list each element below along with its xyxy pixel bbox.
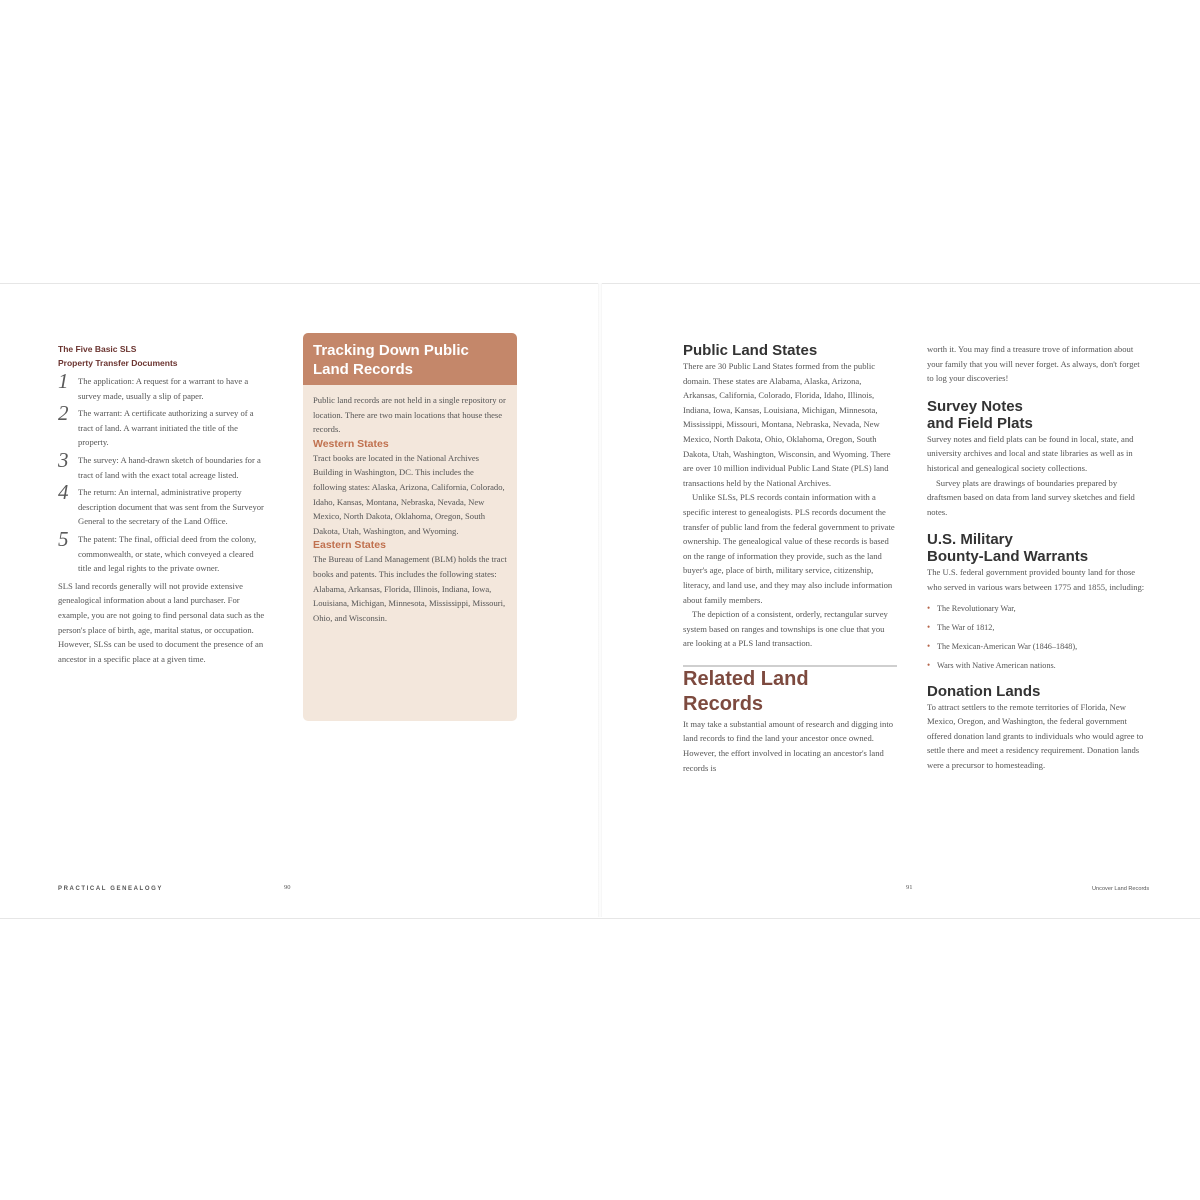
list-item: • The War of 1812,: [927, 622, 1145, 633]
public-land-paragraph-2: Unlike SLSs, PLS records contain information with a specific interest to genealogists. PLS records document the transfer of public land from the federal government to private ownership. The genealogical value of these records is based on the range of information they provide, such as the land buyer's age, place of birth, military service, citizenship, literacy, and land use, and they may also include information about family members.: [683, 492, 895, 605]
documents-heading-line2: Property Transfer Documents: [58, 358, 178, 368]
related-heading-line1: Related Land: [683, 667, 809, 690]
document-item: [58, 526, 268, 576]
sls-closing-paragraph: SLS land records generally will not provide extensive genealogical information about a land purchaser. For example, you are not going to find personal data such as the person's place of birth, age, marital status, or occupation. However, SLSs can be used to document the presence of an ancestor in a specific place at a given time.: [58, 580, 265, 664]
survey-paragraph-2: Survey plats are drawings of boundaries prepared by draftsmen based on data from land survey sketches and field notes.: [927, 477, 1135, 517]
military-warrants-heading: [927, 531, 1145, 565]
sidebar-title-line1: Tracking Down Public: [313, 342, 469, 359]
sidebar-box-body: [303, 385, 517, 625]
sidebar-title-line2: Land Records: [313, 361, 414, 378]
document-text: The return: An internal, administrative property description document that was sent from the Surveyor General to the secretary of the Land Office.: [78, 487, 264, 527]
right-column-2: [927, 342, 1145, 773]
continued-paragraph: worth it. You may find a treasure trove of information about your family that you will never forget. As always, don't forget to log your discoveries!: [927, 344, 1140, 384]
list-item: • The Mexican-American War (1846–1848),: [927, 641, 1145, 652]
document-number: 4: [58, 480, 69, 505]
donation-lands-heading: Donation Lands: [927, 682, 1041, 700]
document-number: 5: [58, 526, 69, 551]
survey-heading-line2: and Field Plats: [927, 414, 1033, 432]
document-item: [58, 480, 268, 529]
right-footer-label: Uncover Land Records: [1092, 886, 1150, 892]
document-text: The application: A request for a warrant to have a survey made, usually a slip of paper.: [78, 376, 249, 401]
eastern-states-text: The Bureau of Land Management (BLM) holds the tract books and patents. This includes the following states: Alabama, Arkansas, Florida, Illinois, Indiana, Iowa, Louisiana, Michigan, Minnesota, Mississippi, Missouri, Ohio, and Wisconsin.: [313, 554, 507, 623]
documents-column: [58, 342, 268, 666]
documents-heading-line1: The Five Basic SLS: [58, 344, 137, 354]
left-footer-label: PRACTICAL GENEALOGY: [58, 886, 163, 892]
document-item: [58, 369, 268, 403]
western-states-text: Tract books are located in the National Archives Building in Washington, DC. This includes the following states: Alaska, Arizona, California, Colorado, Idaho, Kansas, Montana, Nebraska, Nevada, New Mexico, North Dakota, Oklahoma, Oregon, South Dakota, Utah, Washington, and Wyoming.: [313, 452, 505, 536]
survey-paragraph-1: Survey notes and field plats can be found in local, state, and university archives and local and state libraries as well as in historical and genealogical society collections.: [927, 433, 1134, 473]
document-text: The warrant: A certificate authorizing a survey of a tract of land. A warrant initiated the title of the property.: [78, 408, 254, 448]
public-land-heading: Public Land States: [683, 342, 818, 359]
eastern-states-heading: Eastern States: [313, 539, 386, 552]
book-gutter: [598, 283, 602, 917]
list-item: • The Revolutionary War,: [927, 603, 1145, 614]
western-states-heading: Western States: [313, 437, 389, 450]
document-number: 3: [58, 447, 69, 472]
related-land-paragraph: It may take a substantial amount of research and digging into land records to find the land your ancestor once owned. However, the effort involved in locating an ancestor's land records is: [683, 718, 894, 773]
survey-notes-heading: [927, 398, 1145, 432]
document-item: [58, 447, 268, 482]
public-land-paragraph-1: There are 30 Public Land States formed from the public domain. These states are Alabama, Alaska, Arizona, Arkansas, California, Colorado, Florida, Idaho, Illinois, Indiana, Iowa, Kansas, Louisiana, Michigan, Minnesota, Mississippi, Missouri, Montana, Nebraska, Nevada, New Mexico, North Dakota, Ohio, Oklahoma, Oregon, South Dakota, Utah, Washington, Wisconsin, and Wyoming. There are over 10 million individual Public Land State (PLS) land transactions held by the National Archives.: [683, 361, 891, 488]
military-heading-line1: U.S. Military: [927, 531, 1013, 549]
document-text: The patent: The final, official deed from the colony, commonwealth, or state, which conveyed a cleared title and legal rights to the private owner.: [78, 533, 257, 574]
right-page-number: 91: [906, 884, 913, 891]
documents-heading: [58, 342, 268, 370]
related-land-heading: [683, 667, 897, 717]
survey-heading-line1: Survey Notes: [927, 397, 1023, 415]
public-land-paragraph-3: The depiction of a consistent, orderly, rectangular survey system based on ranges and townships is one clue that you are looking at a PLS land transaction.: [683, 609, 888, 649]
military-heading-line2: Bounty-Land Warrants: [927, 548, 1089, 566]
wars-list: [927, 603, 1145, 671]
document-number: 1: [58, 369, 69, 393]
document-number: 2: [58, 401, 69, 426]
sidebar-box-header: [303, 333, 517, 385]
sidebar-intro: Public land records are not held in a single repository or location. There are two main locations that house these records.: [313, 395, 506, 435]
public-land-column: [683, 342, 897, 775]
sidebar-box: [303, 333, 517, 721]
document-text: The survey: A hand-drawn sketch of boundaries for a tract of land with the exact total acreage listed.: [78, 454, 261, 480]
left-page-number: 90: [284, 884, 291, 891]
list-item: • Wars with Native American nations.: [927, 660, 1145, 671]
document-item: [58, 401, 268, 450]
military-paragraph: The U.S. federal government provided bounty land for those who served in various wars between 1775 and 1855, including:: [927, 567, 1145, 592]
donation-paragraph: To attract settlers to the remote territories of Florida, New Mexico, Oregon, and Washington, the federal government offered donation land grants to individuals who would agree to settle there and meet a residency requirement. Donation lands were a precursor to homesteading.: [927, 701, 1144, 770]
related-heading-line2: Records: [683, 692, 764, 715]
sidebar-box-title: [313, 341, 507, 379]
